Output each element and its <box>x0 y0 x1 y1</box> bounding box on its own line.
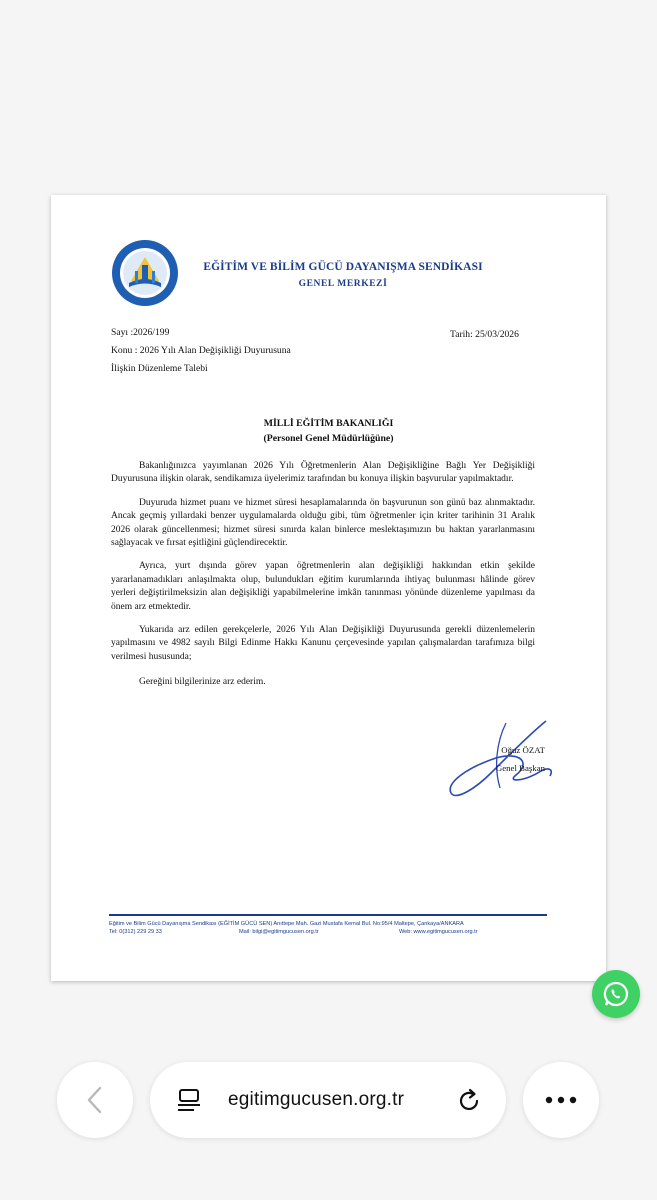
footer-divider <box>109 914 547 916</box>
document-number: Sayı :2026/199 <box>111 327 170 338</box>
reload-icon[interactable] <box>455 1087 483 1115</box>
letter-footer <box>109 921 547 937</box>
closing-line: Gereğini bilgilerinize arz ederim. <box>139 677 266 688</box>
paragraph: Duyuruda hizmet puanı ve hizmet süresi hesaplamalarında ön başvurunun son günü baz alınmaktadır. Ancak geçmiş yıllardaki benzer uygulamalarda olduğu gibi, tüm öğretmenler için kriter tarihinin 31 Aralık 2026 olarak güncellenmesi; hizmet süresi sınırda kalan binlerce meslektaşımızın bu haktan yararlanmasını sağlayacak ve fırsat eşitliğini güçlendirecektir. <box>111 497 535 549</box>
letter-body <box>111 460 535 700</box>
page-icon <box>176 1088 202 1112</box>
subject-line-1: Konu : 2026 Yılı Alan Değişikliği Duyurusuna <box>111 345 291 356</box>
paragraph: Bakanlığınızca yayımlanan 2026 Yılı Öğretmenlerin Alan Değişikliğine Bağlı Yer Değişikliği Duyurusuna ilişkin olarak, sendikamıza üyelerimiz tarafından bu konuya ilişkin başvurular yapılmaktadır. <box>111 461 535 485</box>
chevron-left-icon <box>83 1084 107 1116</box>
paragraph: Yukarıda arz edilen gerekçelerle, 2026 Yılı Alan Değişikliği Duyurusunda gerekli düzenlemelerin yapılmasını ve 4982 sayılı Bilgi Edinme Hakkı Kanunu çerçevesinde yapılan çalışmalardan tarafımıza bilgi verilmesi hususunda; <box>111 625 535 662</box>
signer-title: Genel Başkan <box>495 763 545 773</box>
recipient-title: MİLLİ EĞİTİM BAKANLIĞI <box>263 418 394 429</box>
footer-address: Eğitim ve Bilim Gücü Dayanışma Sendikası (EĞİTİM GÜCÜ SEN) Anıttepe Mah. Gazi Mustafa Kemal Bul. No:95/4 Maltepe, Çankaya/ANKARA <box>109 921 464 927</box>
footer-phone: Tel: 0(312) 229 29 33 <box>109 929 162 935</box>
whatsapp-button[interactable] <box>592 970 640 1018</box>
url-text[interactable]: egitimgucusen.org.tr <box>228 1089 405 1110</box>
organization-subtitle: GENEL MERKEZİ <box>298 279 388 289</box>
organization-header <box>193 261 493 289</box>
paragraph: Ayrıca, yurt dışında görev yapan öğretmenlerin alan değişikliği hakkından etkin şekilde yararlanamadıkları anlaşılmakta olup, bulundukları eğitim kurumlarında ihtiyaç bulunması hâlinde görev yerleri değiştirilmeksizin alan değişikliği yapabilmelerine imkân tanınması yönünde düzenleme yapılması da önem arz etmektedir. <box>111 561 535 612</box>
footer-mail: Mail: bilgi@egitimgucusen.org.tr <box>239 929 319 935</box>
document-date: Tarih: 25/03/2026 <box>450 329 519 340</box>
back-button[interactable] <box>57 1062 133 1138</box>
more-icon <box>544 1095 578 1105</box>
subject-line-2: İlişkin Düzenleme Talebi <box>111 363 208 374</box>
recipient-subtitle: (Personel Genel Müdürlüğüne) <box>263 433 394 444</box>
footer-web: Web: www.egitimgucusen.org.tr <box>399 929 478 935</box>
address-bar[interactable] <box>150 1062 506 1138</box>
signature-block <box>475 745 545 773</box>
letter-document <box>51 195 606 981</box>
organization-name: EĞİTİM VE BİLİM GÜCÜ DAYANIŞMA SENDİKASI <box>203 261 483 273</box>
signer-name: Oğuz ÖZAT <box>501 745 545 755</box>
whatsapp-icon <box>602 980 630 1008</box>
union-emblem-icon <box>111 239 179 307</box>
recipient-block <box>51 418 606 444</box>
more-button[interactable] <box>523 1062 599 1138</box>
